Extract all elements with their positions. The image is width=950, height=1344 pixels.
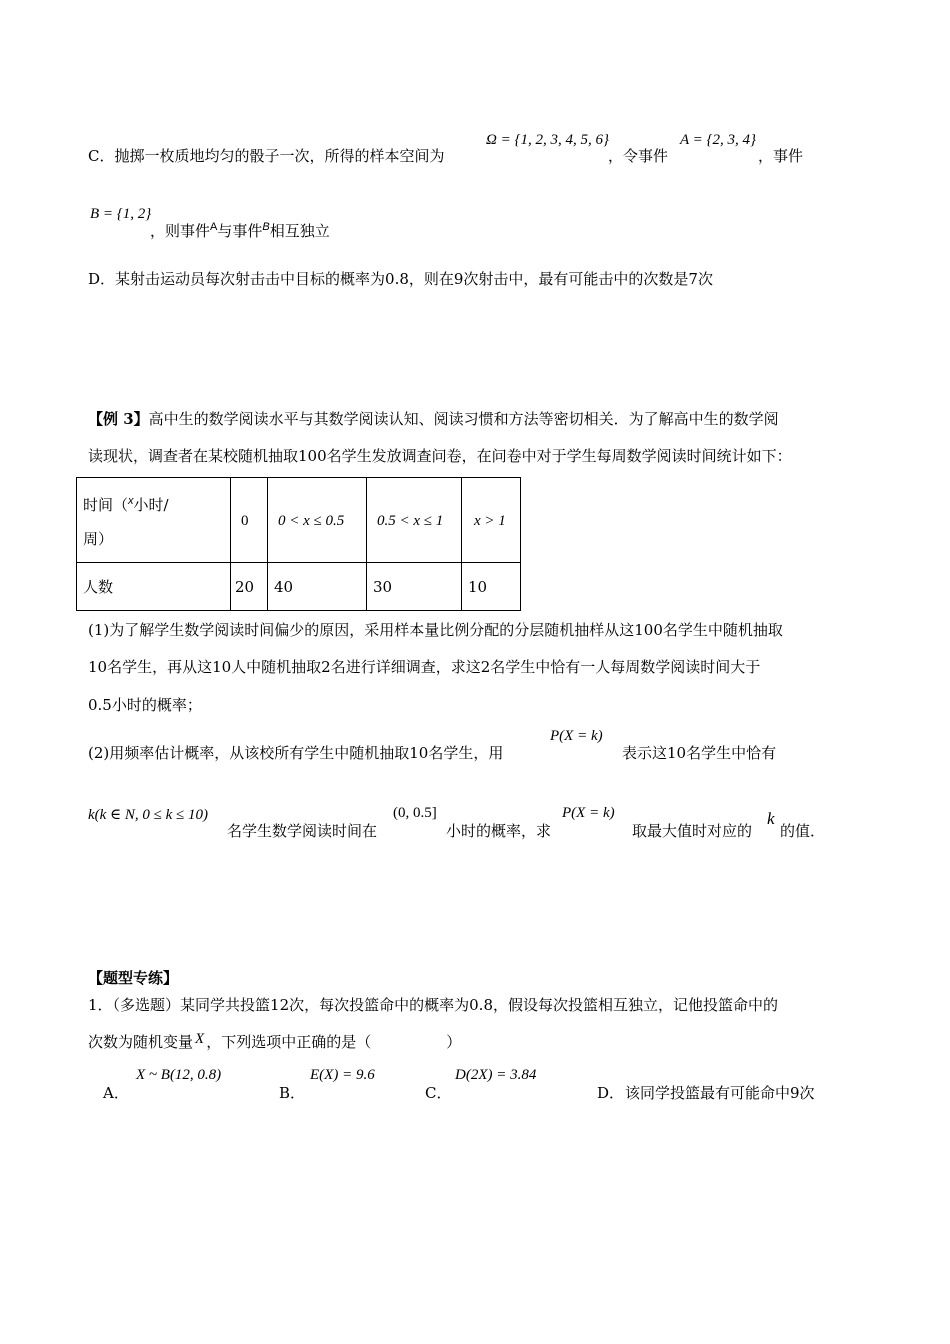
col-1-label: 0 < x ≤ 0.5	[278, 512, 345, 529]
option-d-prefix: D．	[88, 270, 116, 288]
event-a-symbol: A	[210, 221, 218, 233]
event-b-symbol: B	[262, 221, 270, 233]
option-a-formula: X ~ B(12, 0.8)	[136, 1067, 222, 1083]
header-label-part3: 周）	[83, 530, 114, 548]
q2-text-2: 表示这10名学生中恰有	[622, 744, 777, 762]
count-cell-3: 10	[462, 563, 521, 611]
table-header-label	[77, 478, 231, 563]
option-c-formula: D(2X) = 3.84	[455, 1067, 537, 1083]
header-label-part2: 小时/	[133, 496, 169, 514]
q2-prob-formula: P(X = k)	[550, 728, 603, 744]
option-c-text-5: 与事件	[217, 222, 263, 240]
col-3-label: x > 1	[474, 512, 506, 529]
table-header-row	[77, 478, 521, 563]
q2-interval-formula: (0, 0.5]	[393, 805, 437, 821]
q2-text-4: 小时的概率，求	[446, 822, 552, 840]
count-cell-1: 40	[268, 563, 367, 611]
practice-line2-a: 次数为随机变量	[88, 1033, 194, 1051]
count-cell-0: 20	[231, 563, 268, 611]
practice-heading: 【题型专练】	[88, 969, 179, 987]
option-c-text-3: ，事件	[758, 147, 804, 165]
table-header-col-0	[231, 478, 268, 563]
header-label-part1: 时间（	[83, 496, 129, 514]
table-header-col-1	[268, 478, 367, 563]
option-c-text: 抛掷一枚质地均匀的骰子一次，所得的样本空间为	[114, 147, 445, 165]
event-b-set-formula: B = {1, 2}	[90, 206, 152, 222]
option-c-label: C．	[425, 1084, 452, 1102]
omega-set-formula: Ω = {1, 2, 3, 4, 5, 6}	[486, 132, 609, 148]
practice-var-x: X	[195, 1031, 205, 1047]
example-text-2: 读现状，调查者在某校随机抽取100名学生发放调查问卷，在问卷中对于学生每周数学阅读时间统计如下：	[88, 447, 792, 465]
q2-k-range-formula: k(k ∈ N, 0 ≤ k ≤ 10)	[88, 807, 209, 823]
option-c-text-4: ，则事件	[150, 222, 211, 240]
option-c-text-6: 相互独立	[269, 222, 330, 240]
col-0-label: 0	[241, 512, 249, 529]
option-c-line1	[88, 145, 445, 166]
q2-text-6: 的值．	[780, 822, 826, 840]
option-b-label: B．	[279, 1084, 306, 1102]
q2-text-5: 取最大值时对应的	[632, 822, 753, 840]
table-count-row	[77, 563, 521, 611]
option-c-text-2: ，令事件	[608, 147, 669, 165]
example-line1	[88, 408, 779, 429]
practice-line2	[88, 1031, 461, 1052]
table-header-col-3	[462, 478, 521, 563]
q2-text-3: 名学生数学阅读时间在	[227, 822, 378, 840]
q1-line2: 10名学生，再从这10人中随机抽取2名进行详细调查，求这2名学生中恰有一人每周数学阅读时间大于	[88, 658, 761, 676]
option-c-prefix: C．	[88, 147, 115, 165]
reading-time-table	[76, 477, 521, 611]
q2-text-1: (2)用频率估计概率，从该校所有学生中随机抽取10名学生，用	[88, 744, 504, 762]
header-var: x	[128, 495, 134, 507]
option-c-line2	[150, 220, 330, 241]
count-cell-2: 30	[367, 563, 462, 611]
event-a-set-formula: A = {2, 3, 4}	[680, 132, 757, 148]
practice-line1: 1．（多选题）某同学共投篮12次，每次投篮命中的概率为0.8，假设每次投篮相互独立，记他投篮命中的	[88, 996, 778, 1014]
practice-line2-b: ，下列选项中正确的是（ ）	[206, 1033, 462, 1051]
table-row-label: 人数	[77, 563, 231, 611]
option-d-text: 该同学投篮最有可能命中9次	[625, 1084, 815, 1102]
option-d-label: D．	[597, 1084, 625, 1102]
q1-line3: 0.5小时的概率；	[88, 696, 202, 714]
col-2-label: 0.5 < x ≤ 1	[377, 512, 444, 529]
option-a-label: A．	[103, 1084, 129, 1102]
q1-line1: (1)为了解学生数学阅读时间偏少的原因，采用样本量比例分配的分层随机抽样从这100名学生中随机抽取	[88, 621, 783, 639]
table-header-col-2	[367, 478, 462, 563]
option-d-line	[88, 268, 713, 289]
option-d-text: 某射击运动员每次射击击中目标的概率为0.8，则在9次射击中，最有可能击中的次数是7次	[115, 270, 713, 288]
example-text-1: 高中生的数学阅读水平与其数学阅读认知、阅读习惯和方法等密切相关．为了解高中生的数学阅	[148, 410, 779, 428]
example-tag: 【例 3】	[88, 410, 149, 428]
q2-k-var: k	[767, 809, 775, 828]
option-b-formula: E(X) = 9.6	[310, 1067, 375, 1083]
q2-prob-formula-2: P(X = k)	[562, 805, 615, 821]
